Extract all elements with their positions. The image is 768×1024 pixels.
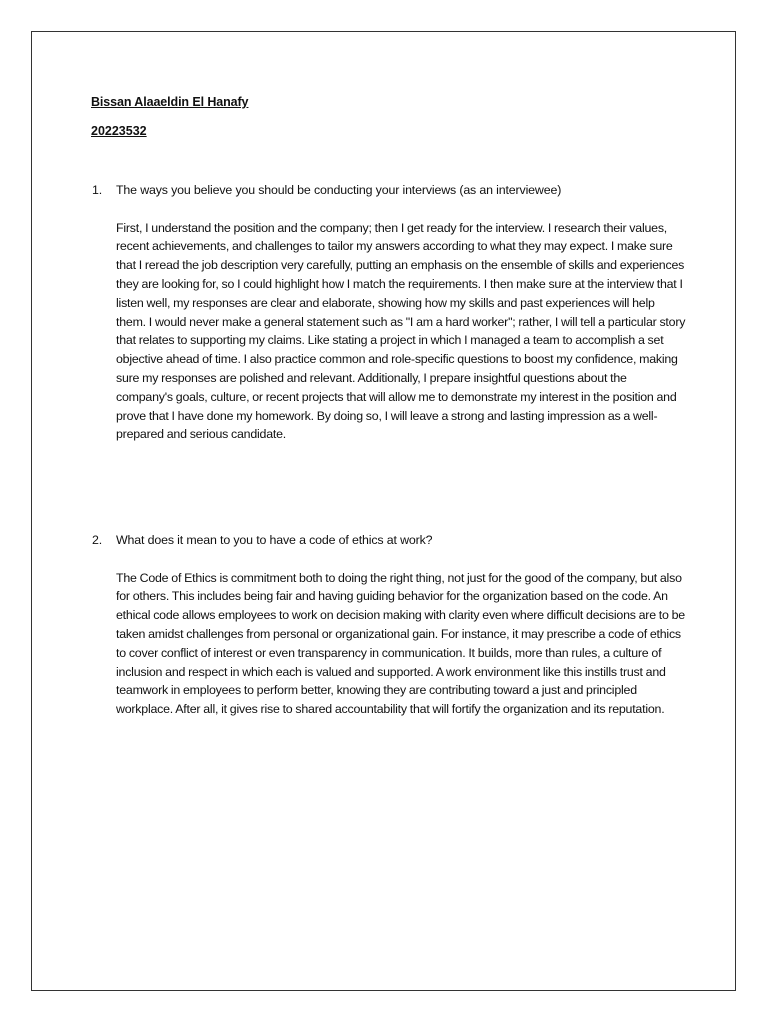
question-2 bbox=[92, 531, 686, 719]
question-number: 1. bbox=[92, 183, 103, 197]
question-heading bbox=[92, 531, 686, 550]
question-text: The ways you believe you should be conducting your interviews (as an interviewee) bbox=[116, 183, 562, 197]
author-name: Bissan Alaaeldin El Hanafy bbox=[91, 95, 249, 109]
question-number: 2. bbox=[92, 533, 103, 547]
document-page bbox=[31, 31, 736, 991]
answer-paragraph: The Code of Ethics is commitment both to doing the right thing, not just for the good of the company, but also for others. This includes being fair and having guiding behavior for the organization based on the code. An ethical code allows employees to work on decision making with clarity even where difficult decisions are to be taken amidst challenges from personal or organizational gain. For instance, it may prescribe a code of ethics to cover conflict of interest or even transparency in communication. It builds, more than rules, a culture of inclusion and respect in which each is valued and supported. A work environment like this instills trust and teamwork in employees to perform better, knowing they are contributing toward a just and principled workplace. After all, it gives rise to shared accountability that will fortify the organization and its reputation. bbox=[116, 570, 685, 717]
question-heading bbox=[92, 181, 686, 200]
student-id: 20223532 bbox=[91, 124, 147, 138]
question-1 bbox=[92, 181, 686, 444]
question-text: What does it mean to you to have a code of ethics at work? bbox=[116, 533, 433, 547]
answer-paragraph: First, I understand the position and the company; then I get ready for the interview. I research their values, recent achievements, and challenges to tailor my answers according to what they may expect. I make sure that I reread the job description very carefully, putting an emphasis on the ensemble of skills and experiences they are looking for, so I could highlight how I match the requirements. I then make sure at the interview that I listen well, my responses are clear and elaborate, showing how my skills and past experiences will help them. I would never make a general statement such as "I am a hard worker"; rather, I will tell a particular story that relates to supporting my claims. Like stating a project in which I managed a team to accomplish a set objective ahead of time. I also practice common and role-specific questions to boost my confidence, making sure my responses are polished and relevant. Additionally, I prepare insightful questions about the company's goals, culture, or recent projects that will allow me to demonstrate my interest in the position and prove that I have done my homework. By doing so, I will leave a strong and lasting impression as a well-prepared and serious candidate. bbox=[116, 220, 686, 442]
